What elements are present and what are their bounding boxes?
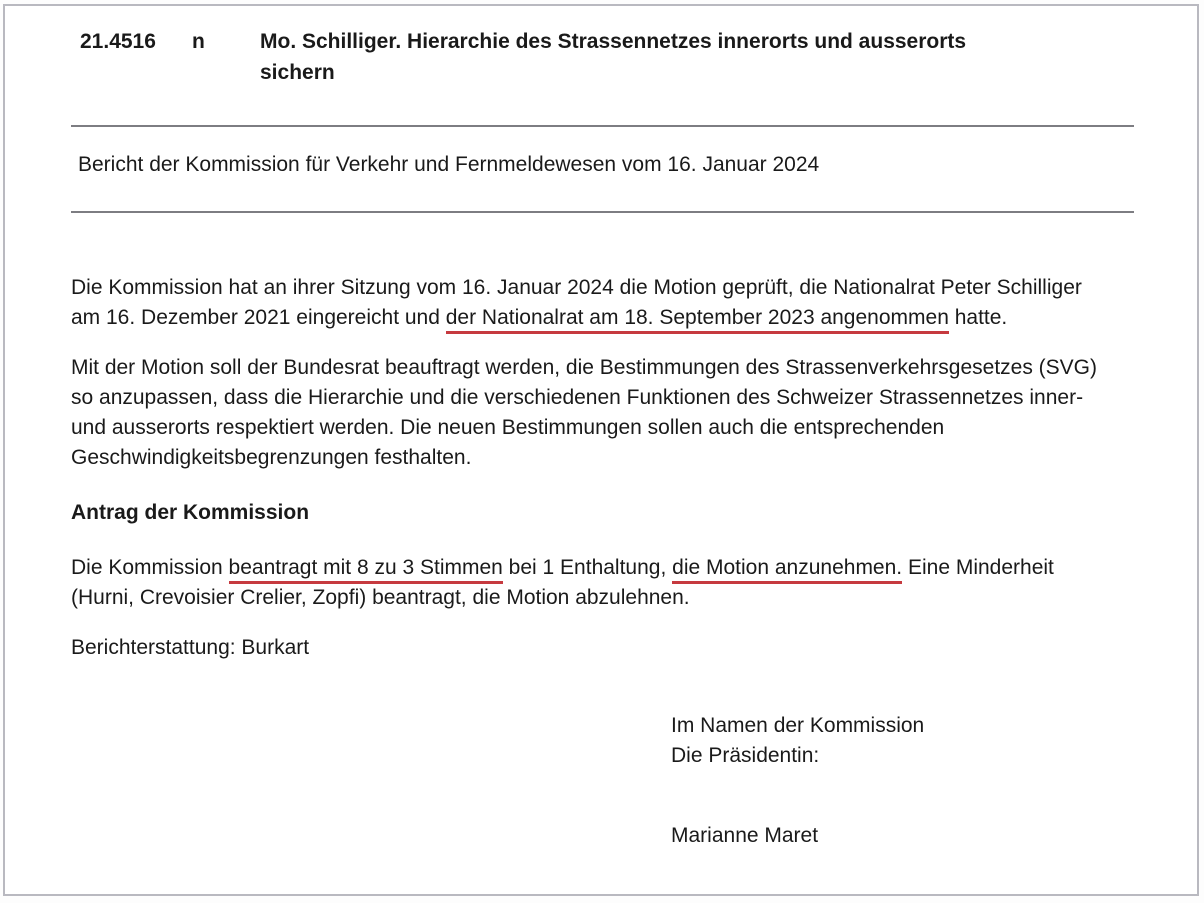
text-segment: Mit der Motion soll der Bundesrat beauftragt werden, die Bestimmungen des Strassenverkehrsgesetzes (SVG) so anzupassen, dass die Hierarchie und die verschiedenen Funktionen des Schweizer Strassennetzes inner- und ausserorts respektiert werden. Die neuen Bestimmungen sollen auch die entsprechenden Geschwindigkeitsbegrenzungen festhalten. bbox=[71, 356, 1097, 469]
divider-bottom bbox=[71, 211, 1134, 213]
text-segment: Eine Minderheit (Hurni, Crevoisier Crelier, Zopfi) beantragt, die Motion abzulehnen. bbox=[71, 556, 1054, 609]
dossier-number: 21.4516 bbox=[80, 30, 156, 53]
text-segment: hatte. bbox=[948, 306, 1008, 329]
red-underlined-text: der Nationalrat am 18. September 2023 angenommen bbox=[446, 306, 949, 334]
document-header bbox=[80, 26, 1197, 88]
red-underlined-text: die Motion anzunehmen. bbox=[672, 556, 902, 584]
text-segment: Die Kommission bbox=[71, 556, 229, 579]
section-heading-antrag: Antrag der Kommission bbox=[71, 501, 310, 524]
paragraph-motion-content bbox=[71, 353, 1111, 473]
text-segment: bei 1 Enthaltung, bbox=[502, 556, 673, 579]
document-content bbox=[5, 6, 1197, 851]
text-segment: Die Kommission hat an ihrer Sitzung vom 16. Januar 2024 die Motion geprüft, die Nationalrat Peter Schilliger am 16. Dezember 2021 eingereicht und bbox=[71, 276, 1082, 329]
signature-role: Die Präsidentin: bbox=[671, 744, 820, 767]
signature-name: Marianne Maret bbox=[671, 824, 819, 847]
red-underlined-text: beantragt mit 8 zu 3 Stimmen bbox=[229, 556, 503, 584]
council-letter: n bbox=[192, 30, 205, 53]
document-title: Mo. Schilliger. Hierarchie des Strassennetzes innerorts und ausserorts sichern bbox=[260, 30, 967, 84]
document-page bbox=[3, 4, 1199, 896]
signature-on-behalf: Im Namen der Kommission bbox=[671, 714, 925, 737]
signature-block bbox=[671, 711, 1101, 771]
paragraph-proposal bbox=[71, 553, 1111, 613]
divider-top bbox=[71, 125, 1134, 127]
reporting-line: Berichterstattung: Burkart bbox=[71, 636, 310, 659]
paragraph-examination bbox=[71, 273, 1111, 333]
report-subtitle: Bericht der Kommission für Verkehr und Fernmeldewesen vom 16. Januar 2024 bbox=[78, 153, 820, 176]
